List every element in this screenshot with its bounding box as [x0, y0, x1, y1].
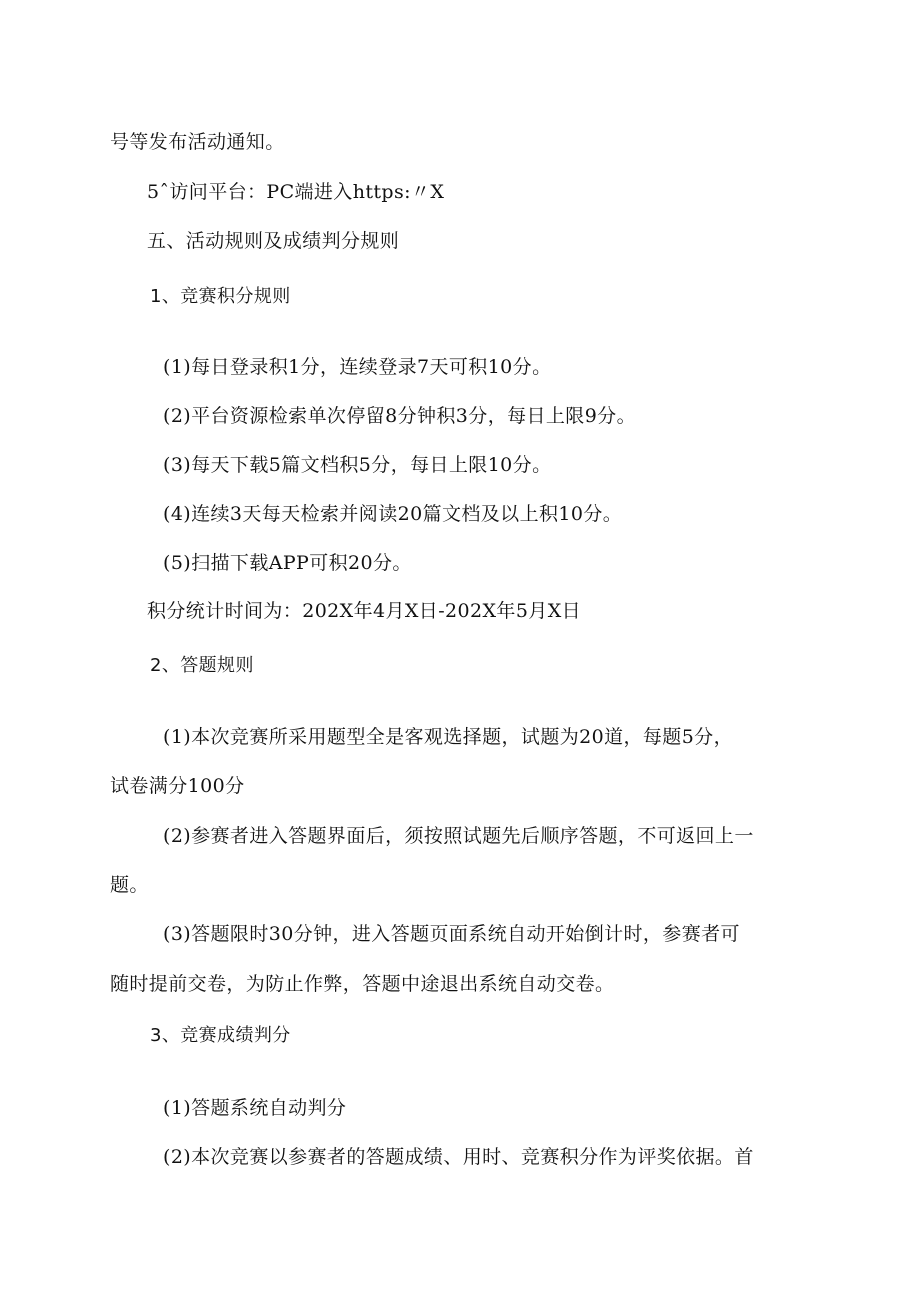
rule-item: (2)平台资源检索单次停留8分钟积3分，每日上限9分。	[163, 405, 636, 427]
answer-rule-item: (1)本次竞赛所采用题型全是客观选择题，试题为20道，每题5分，	[163, 726, 733, 748]
scoring-item: (1)答题系统自动判分	[163, 1097, 347, 1119]
points-period-line: 积分统计时间为：202X年4月X日-202X年5月X日	[147, 600, 582, 622]
answer-rule-item: (2)参赛者进入答题界面后，须按照试题先后顺序答题，不可返回上一	[163, 825, 754, 847]
section-heading-rules: 五、活动规则及成绩判分规则	[147, 230, 400, 252]
answer-rule-continuation: 随时提前交卷，为防止作弊，答题中途退出系统自动交卷。	[110, 973, 615, 995]
answer-rule-item: (3)答题限时30分钟，进入答题页面系统自动开始倒计时，参赛者可	[163, 923, 740, 945]
answer-rule-continuation: 题。	[110, 874, 149, 896]
rule-item: (3)每天下载5篇文档积5分，每日上限10分。	[163, 454, 552, 476]
rule-item: (4)连续3天每天检索并阅读20篇文档及以上积10分。	[163, 503, 623, 525]
paragraph-continuation: 号等发布活动通知。	[110, 131, 285, 153]
subheading-scoring: 3、竞赛成绩判分	[150, 1025, 291, 1046]
access-platform-line: 5ˆ访问平台：PC端进入https:〃X	[147, 181, 445, 203]
rule-item: (5)扫描下载APP可积20分。	[163, 552, 412, 574]
scoring-item: (2)本次竞赛以参赛者的答题成绩、用时、竞赛积分作为评奖依据。首	[163, 1146, 754, 1168]
rule-item: (1)每日登录积1分，连续登录7天可积10分。	[163, 356, 552, 378]
subheading-answer-rules: 2、答题规则	[150, 655, 254, 676]
subheading-points-rules: 1、竞赛积分规则	[150, 286, 291, 307]
answer-rule-continuation: 试卷满分100分	[110, 775, 245, 797]
